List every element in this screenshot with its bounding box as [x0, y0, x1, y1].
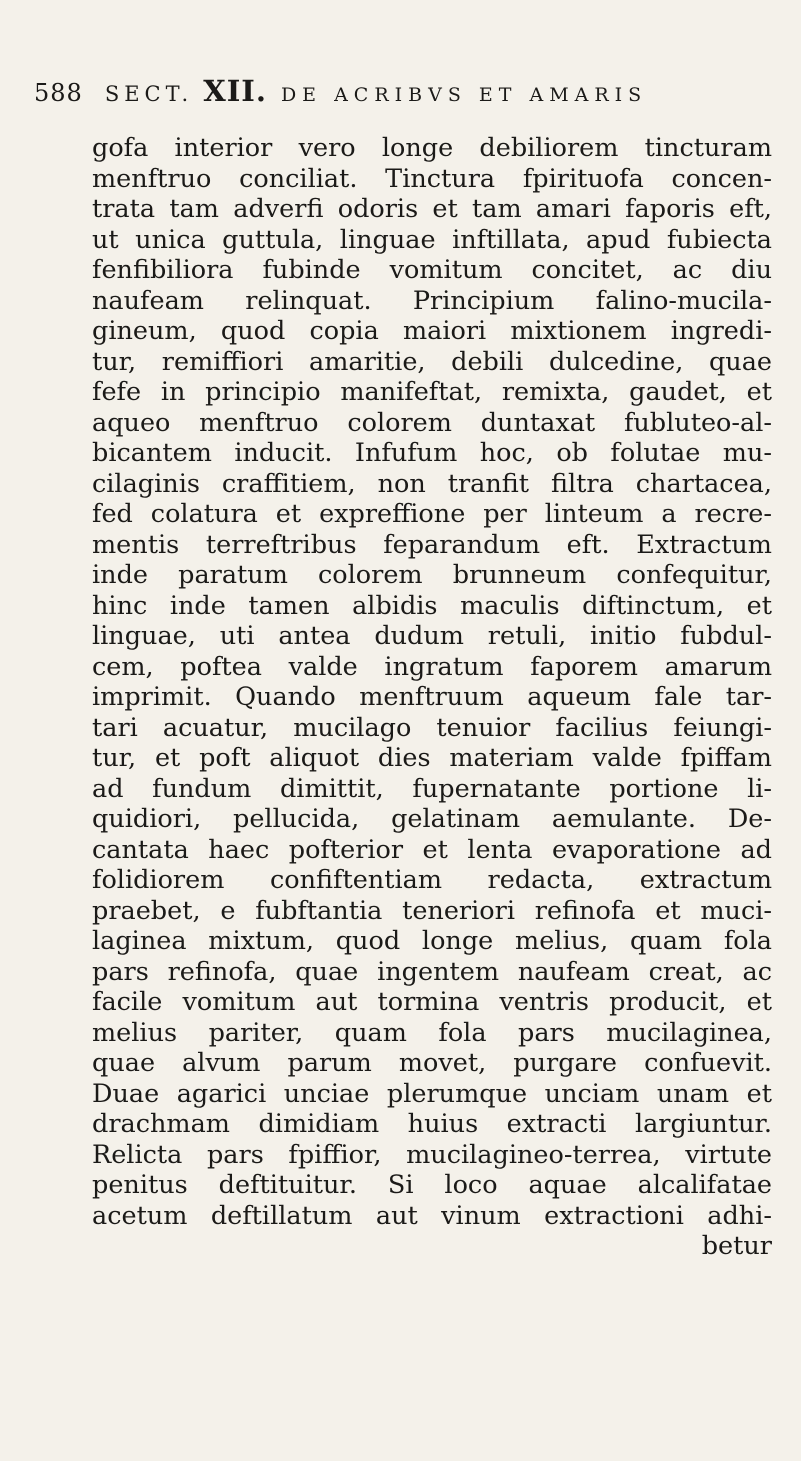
text-line: cem, poftea valde ingratum faporem amarum	[92, 651, 772, 682]
text-line: bicantem inducit. Infufum hoc, ob folutae mu-	[92, 438, 772, 468]
section-label: SECT.	[104, 82, 194, 106]
text-line: gineum, quod copia maiori mixtionem ingredi-	[92, 316, 772, 346]
text-line: fenfibiliora fubinde vomitum concitet, ac diu	[92, 255, 772, 285]
text-line: trata tam adverfi odoris et tam amari faporis eft,	[92, 194, 772, 224]
text-line: pars refinofa, quae ingentem naufeam creat, ac	[92, 956, 772, 987]
page-number: 588	[34, 79, 83, 107]
text-line: linguae, uti antea dudum retuli, initio fubdul-	[92, 621, 772, 651]
running-head	[34, 74, 734, 118]
text-line: tari acuatur, mucilago tenuior facilius feiungi-	[92, 712, 772, 743]
text-line: facile vomitum aut tormina ventris producit, et	[92, 987, 772, 1017]
text-line: quidiori, pellucida, gelatinam aemulante. De-	[92, 804, 772, 834]
text-line: gofa interior vero longe debiliorem tincturam	[92, 133, 772, 163]
text-line: imprimit. Quando menftruum aqueum fale tar-	[92, 682, 772, 712]
text-line: cilaginis craffitiem, non tranfit filtra chartacea,	[92, 468, 772, 499]
text-line: mentis terreftribus feparandum eft. Extractum	[92, 529, 772, 560]
text-line: laginea mixtum, quod longe melius, quam fola	[92, 926, 772, 956]
text-line: penitus deftituitur. Si loco aquae alcalifatae	[92, 1170, 772, 1200]
text-line: tur, remiffiori amaritie, debili dulcedine, quae	[92, 346, 772, 377]
text-line: Duae agarici unciae plerumque unciam unam et	[92, 1078, 772, 1109]
text-line: quae alvum parum movet, purgare confuevit.	[92, 1048, 772, 1078]
text-line: aqueo menftruo colorem duntaxat fubluteo-al-	[92, 407, 772, 438]
text-line: fed colatura et expreffione per linteum a recre-	[92, 499, 772, 529]
text-line: ad fundum dimittit, fupernatante portione li-	[92, 773, 772, 804]
text-line: praebet, e fubftantia teneriori refinofa et muci-	[92, 895, 772, 926]
text-line: naufeam relinquat. Principium falino-mucila-	[92, 285, 772, 316]
text-line: fefe in principio manifeftat, remixta, gaudet, et	[92, 377, 772, 407]
text-line: melius pariter, quam fola pars mucilaginea,	[92, 1017, 772, 1048]
text-line: folidiorem confiftentiam redacta, extractum	[92, 865, 772, 895]
text-line: ut unica guttula, linguae inftillata, apud fubiecta	[92, 224, 772, 255]
catchword: betur	[701, 1231, 772, 1261]
section-title: DE ACRIBVS ET AMARIS	[280, 84, 648, 106]
text-line: menftruo conciliat. Tinctura fpirituofa concen-	[92, 163, 772, 194]
text-line: Relicta pars fpiffior, mucilagineo-terrea, virtute	[92, 1139, 772, 1170]
text-line: hinc inde tamen albidis maculis diftinctum, et	[92, 590, 772, 621]
text-line: cantata haec pofterior et lenta evaporatione ad	[92, 834, 772, 865]
text-line: inde paratum colorem brunneum confequitur,	[92, 560, 772, 590]
body-text	[92, 133, 772, 1262]
section-number: XII.	[203, 74, 267, 108]
text-line: drachmam dimidiam huius extracti largiuntur.	[92, 1109, 772, 1139]
text-line: acetum deftillatum aut vinum extractioni adhi-	[92, 1200, 772, 1231]
text-line: tur, et poft aliquot dies materiam valde fpiffam	[92, 743, 772, 773]
